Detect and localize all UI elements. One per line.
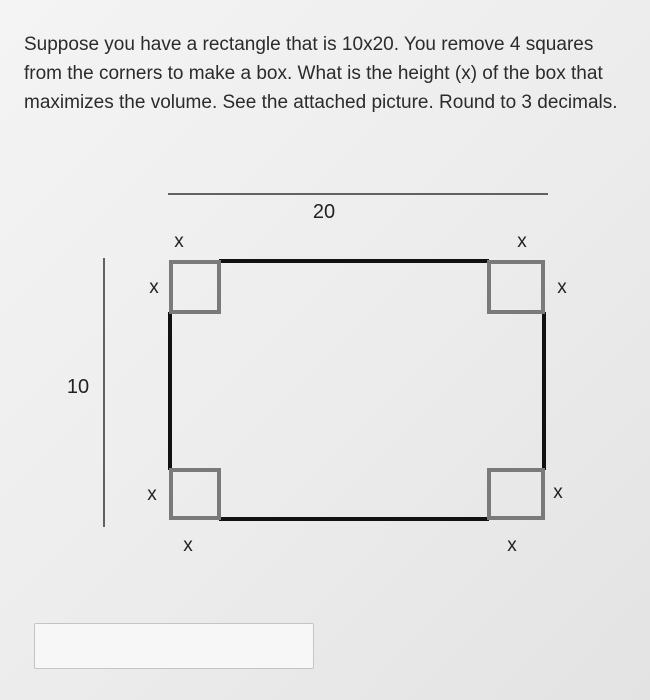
x-label-top-right: x: [517, 231, 527, 252]
x-label-top-left: x: [174, 231, 184, 252]
x-label-bottom-left: x: [183, 535, 193, 556]
x-label-left-upper: x: [149, 277, 159, 298]
corner-square-bottom-left: [171, 470, 219, 518]
x-label-left-lower: x: [147, 484, 157, 505]
x-label-right-lower: x: [553, 482, 563, 503]
corner-square-top-right: [489, 262, 543, 312]
x-label-bottom-right: x: [507, 535, 517, 556]
answer-input[interactable]: [34, 623, 314, 669]
width-label: 20: [312, 201, 336, 223]
corner-square-bottom-right: [489, 470, 543, 518]
corner-square-top-left: [171, 262, 219, 312]
question-text: Suppose you have a rectangle that is 10x20. You remove 4 squares from the corners to make a box. What is the height (x) of the box that maximizes the volume. See the attached picture. Round to 3 decimals.: [24, 34, 618, 113]
x-label-right-upper: x: [557, 277, 567, 298]
height-label: 10: [66, 376, 90, 398]
